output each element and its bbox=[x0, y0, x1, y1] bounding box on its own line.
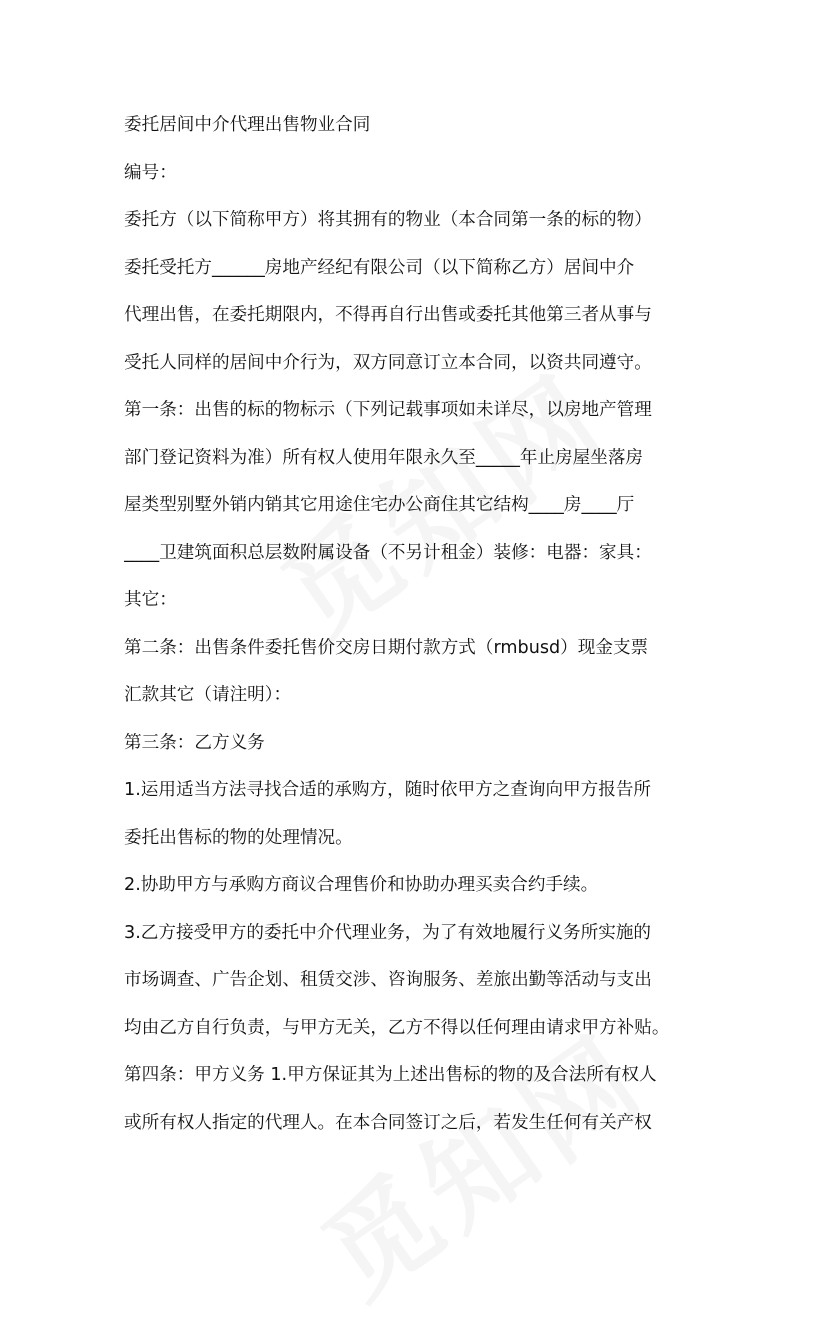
article-3-line: 1.运用适当方法寻找合适的承购方，随时依甲方之查询向甲方报告所 bbox=[124, 780, 652, 800]
article-3-line: 委托出售标的物的处理情况。 bbox=[124, 827, 353, 848]
paragraph-line: 代理出售，在委托期限内，不得再自行出售或委托其他第三者从事与 bbox=[124, 305, 652, 325]
article-3-line: 2.协助甲方与承购方商议合理售价和协助办理买卖合约手续。 bbox=[124, 875, 599, 895]
article-1-line: 部门登记资料为准）所有权人使用年限永久至_____年止房屋坐落房 bbox=[124, 447, 644, 468]
paragraph-line: 委托方（以下简称甲方）将其拥有的物业（本合同第一条的标的物） bbox=[124, 210, 652, 230]
article-4-line: 第四条：甲方义务 1.甲方保证其为上述出售标的物的及合法所有权人 bbox=[124, 1065, 657, 1085]
article-2-line: 第二条：出售条件委托售价交房日期付款方式（rmbusd）现金支票 bbox=[124, 637, 649, 658]
article-2-line: 汇款其它（请注明）： bbox=[124, 685, 292, 705]
contract-number-label: 编号： bbox=[124, 162, 177, 183]
article-4-line: 或所有权人指定的代理人。在本合同签订之后，若发生任何有关产权 bbox=[124, 1112, 652, 1133]
article-3-line: 3.乙方接受甲方的委托中介代理业务，为了有效地履行义务所实施的 bbox=[124, 922, 652, 943]
article-3-line: 均由乙方自行负责，与甲方无关，乙方不得以任何理由请求甲方补贴。 bbox=[124, 1017, 670, 1038]
paragraph-line: 受托人同样的居间中介行为，双方同意订立本合同，以资共同遵守。 bbox=[124, 352, 652, 373]
document-title: 委托居间中介代理出售物业合同 bbox=[124, 115, 371, 135]
article-1-line: ____卫建筑面积总层数附属设备（不另计租金）装修：电器：家具： bbox=[124, 542, 652, 563]
document-body bbox=[124, 102, 714, 1147]
article-3-line: 市场调查、广告企划、租赁交涉、咨询服务、差旅出勤等活动与支出 bbox=[124, 970, 652, 990]
paragraph-line: 委托受托方______房地产经纪有限公司（以下简称乙方）居间中介 bbox=[124, 257, 635, 278]
article-1-line: 屋类型别墅外销内销其它用途住宅办公商住其它结构____房____厅 bbox=[124, 495, 635, 515]
article-3-heading: 第三条：乙方义务 bbox=[124, 732, 265, 753]
article-1-line: 其它： bbox=[124, 590, 177, 610]
article-1-line: 第一条：出售的标的物标示（下列记载事项如未详尽，以房地产管理 bbox=[124, 400, 652, 420]
